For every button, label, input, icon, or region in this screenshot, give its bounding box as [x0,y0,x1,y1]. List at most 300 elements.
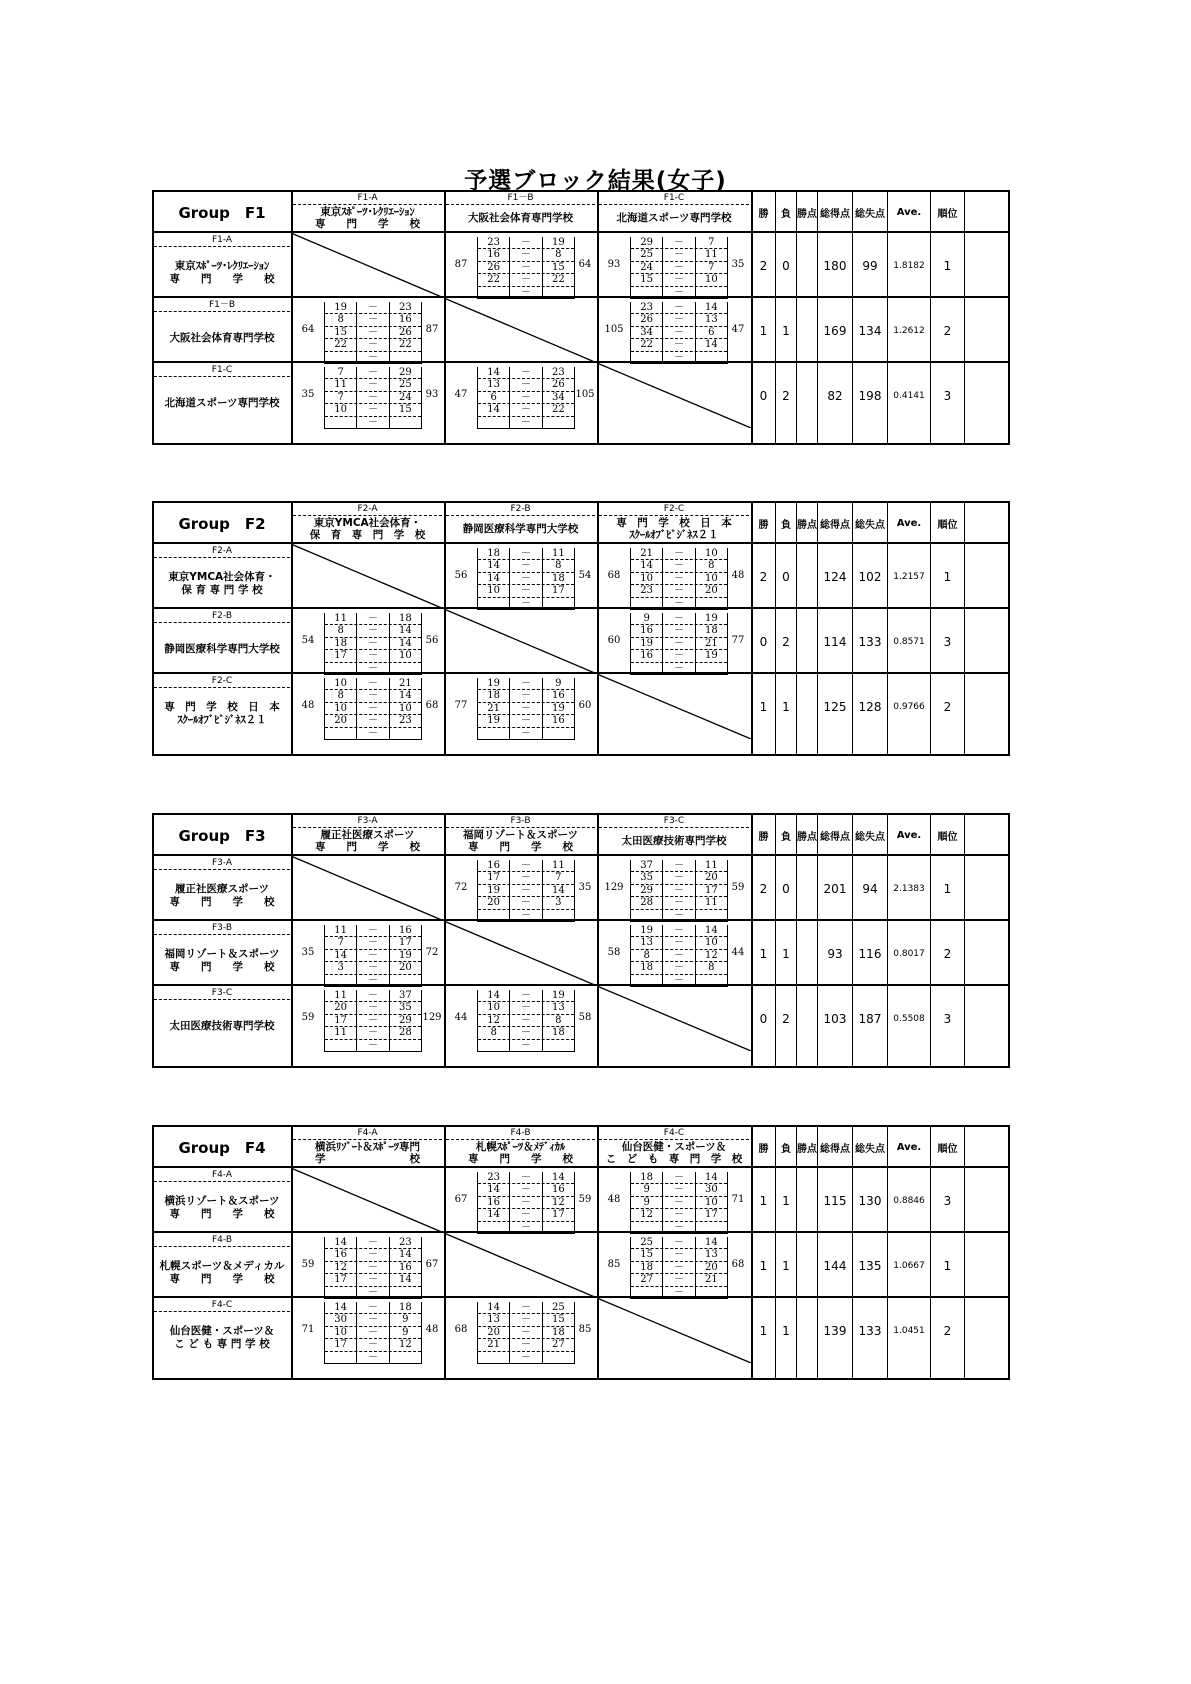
set-dash: － [509,237,542,248]
stat-header: 総失点 [855,831,885,843]
stat-value: 0 [759,1012,768,1026]
stat-value: 1.2157 [893,572,925,582]
stat-header: 勝点 [797,1143,817,1155]
set-score-right: 11 [704,249,718,261]
diagonal-line [444,609,597,674]
stat-value: 1 [782,1194,790,1208]
stat-value: 103 [823,1012,847,1026]
set-row [478,860,574,872]
set-row [325,327,421,339]
match-total-left: 59 [301,1259,315,1270]
stat-value: 1 [759,700,768,714]
set-score-right: 29 [398,1014,412,1026]
stat-value: 0 [759,389,768,403]
set-score-left [478,287,509,298]
set-dash: － [662,962,695,973]
match-total-right: 35 [578,882,592,893]
set-score-left: 22 [487,274,501,286]
set-dash: － [662,663,695,674]
set-dash: － [509,1314,542,1325]
set-row [631,885,727,897]
row-team-code: F2-B [154,610,290,623]
set-row [325,1015,421,1027]
set-score-left [631,1287,662,1298]
group-name: Group F2 [178,514,266,533]
set-score-right: 14 [551,884,565,896]
set-row [478,1197,574,1209]
match-total-right: 47 [731,324,745,335]
column-divider [964,503,965,754]
set-score-left: 19 [487,678,501,689]
set-dash: － [356,339,389,350]
set-score-left [325,417,356,428]
set-dash: － [662,339,695,350]
row-team-school: 札幌スポーツ＆メディカル 専 門 学 校 [159,1260,285,1285]
stat-value: 3 [943,1194,952,1208]
set-row [325,962,421,974]
set-row [631,548,727,560]
set-score-left: 28 [640,897,654,909]
set-score-left: 20 [334,715,348,727]
stat-header: 負 [781,831,791,843]
set-score-right [390,975,421,986]
set-score-right: 22 [551,274,565,286]
stat-value [797,672,817,742]
set-dash: － [662,638,695,649]
set-score-right: 15 [551,261,565,273]
set-row [631,302,727,314]
set-dash: － [509,1027,542,1038]
set-score-right: 14 [398,1274,412,1286]
stat-value: 2 [943,947,952,961]
set-dash: － [356,327,389,338]
stat-value: 0 [759,635,768,649]
stat-header: Ave. [896,206,922,218]
set-score-left: 10 [334,404,348,416]
stat-value [797,919,817,989]
set-score-right [696,663,727,674]
set-score-right: 10 [704,1196,718,1208]
set-score-left: 13 [487,379,501,391]
column-team-code: F1-C [599,192,749,205]
row-team-school: 北海道スポーツ専門学校 [164,396,280,409]
stat-header: 負 [781,519,791,531]
column-divider [964,1127,965,1378]
set-score-right: 10 [704,937,718,949]
set-dash: － [662,1287,695,1298]
match-total-right: 67 [425,1259,439,1270]
set-score-left: 17 [334,1014,348,1026]
set-scores [477,860,575,922]
set-score-left: 10 [487,585,501,597]
diagonal-line [444,298,597,363]
set-scores [324,1237,422,1299]
set-row [631,860,727,872]
set-score-right: 16 [398,314,412,326]
set-score-right [390,352,421,363]
match-total-right: 105 [575,389,595,400]
set-dash: － [509,1222,542,1233]
set-dash: － [356,663,389,674]
set-score-left: 23 [487,237,501,248]
set-dash: － [356,1287,389,1298]
set-score-left: 17 [334,1274,348,1286]
stat-value: 2.1383 [893,884,925,894]
row-team-school: 専 門 学 校 日 本 ｽｸｰﾙｵﾌﾞﾋﾞｼﾞﾈｽ２１ [164,701,280,726]
set-score-right: 14 [398,637,412,649]
set-row [325,715,421,727]
set-row [478,274,574,286]
set-dash: － [509,1302,542,1313]
set-score-right: 19 [551,702,565,714]
set-row [631,560,727,572]
set-score-right: 16 [551,715,565,727]
set-dash: － [356,417,389,428]
column-team-code: F2-A [293,503,442,516]
match-total-right: 48 [425,1324,439,1335]
set-score-right: 16 [551,690,565,702]
set-dash: － [662,237,695,248]
set-score-right: 17 [398,937,412,949]
set-score-left: 15 [640,1249,654,1261]
set-score-right: 21 [398,678,412,689]
stat-header: 総得点 [820,519,850,531]
set-row [631,962,727,974]
set-dash: － [509,715,542,726]
stat-value: 1 [943,570,952,584]
set-score-right: 19 [551,237,565,248]
row-team-code: F2-A [154,545,290,558]
set-score-right: 14 [704,925,718,936]
row-team-school: 大阪社会体育専門学校 [169,331,275,344]
set-row [325,1352,421,1364]
set-score-left: 22 [640,339,654,351]
set-dash: － [509,910,542,921]
match-total-right: 35 [731,259,745,270]
set-dash: － [662,314,695,325]
set-score-right: 16 [398,925,412,936]
set-dash: － [356,1352,389,1363]
set-score-right: 16 [551,1184,565,1196]
column-team-code: F2-B [446,503,595,516]
set-row [631,638,727,650]
set-row [325,1327,421,1339]
set-row [478,367,574,379]
set-score-left: 20 [487,1326,501,1338]
diagonal-self-cell [291,233,444,298]
set-dash: － [662,950,695,961]
stat-value: 1 [782,947,790,961]
stat-value: 0.9766 [893,702,925,712]
stat-value: 3 [943,1012,952,1026]
diagonal-line [291,544,444,609]
diagonal-self-cell [597,674,751,739]
set-row [631,1197,727,1209]
set-score-right [543,910,574,921]
match-cell [444,986,597,1056]
set-score-right: 14 [398,625,412,637]
set-row [478,392,574,404]
set-dash: － [509,249,542,260]
set-score-left: 7 [337,367,344,378]
match-cell [291,609,444,679]
set-dash: － [509,417,542,428]
match-total-left: 47 [454,389,468,400]
set-row [478,1314,574,1326]
set-score-left: 10 [487,1002,501,1014]
match-cell [291,921,444,991]
set-score-left: 10 [334,702,348,714]
set-dash: － [356,715,389,726]
set-score-left: 21 [640,548,654,559]
set-scores [324,990,422,1052]
set-score-right: 9 [402,1326,409,1338]
set-row [631,897,727,909]
set-score-right: 25 [551,1302,565,1313]
set-dash: － [662,327,695,338]
set-row [631,262,727,274]
set-score-right: 12 [551,1196,565,1208]
set-score-left: 23 [487,1172,501,1183]
set-row [325,690,421,702]
row-team-code: F4-B [154,1234,290,1247]
stat-value [797,231,817,301]
column-team-school: 静岡医療科学専門大学校 [462,523,579,535]
set-row [478,573,574,585]
set-score-left: 21 [487,1339,501,1351]
set-score-left: 25 [640,249,654,261]
set-score-left [631,287,662,298]
set-dash: － [662,613,695,624]
stat-value: 2 [782,389,790,403]
set-score-left [478,417,509,428]
set-score-right: 9 [402,1314,409,1326]
set-dash: － [662,925,695,936]
set-score-right: 23 [398,715,412,727]
set-score-left: 6 [490,391,497,403]
set-dash: － [356,678,389,689]
stat-value [797,1296,817,1366]
set-row [325,1002,421,1014]
stat-value: 1 [759,1194,768,1208]
set-dash: － [509,404,542,415]
set-row [478,417,574,429]
set-scores [477,990,575,1052]
set-score-left: 18 [640,962,654,974]
match-total-right: 59 [731,882,745,893]
set-score-right: 17 [704,884,718,896]
set-row [325,339,421,351]
set-dash: － [662,885,695,896]
set-dash: － [509,1172,542,1183]
set-dash: － [509,598,542,609]
set-row [325,613,421,625]
set-dash: － [356,962,389,973]
column-team-school: 東京YMCA社会体育・ 保 育 専 門 学 校 [309,517,426,541]
set-dash: － [662,585,695,596]
stat-header: 総失点 [855,1143,885,1155]
match-total-left: 35 [301,947,315,958]
set-score-right: 7 [708,237,715,248]
set-dash: － [356,314,389,325]
set-row [478,262,574,274]
set-dash: － [662,1209,695,1220]
match-cell [597,1233,751,1303]
set-dash: － [356,302,389,313]
set-score-left: 16 [487,1196,501,1208]
column-team-school: 横浜ﾘｿﾞｰﾄ＆ｽﾎﾟｰﾂ専門 学 校 [315,1141,420,1165]
set-row [631,314,727,326]
set-dash: － [356,638,389,649]
stat-value: 0 [782,259,790,273]
match-total-left: 72 [454,882,468,893]
group-name: Group F4 [178,1138,266,1157]
set-score-right: 7 [555,872,562,884]
set-score-left: 19 [640,637,654,649]
set-scores [630,302,728,364]
set-score-left: 14 [487,990,501,1001]
set-dash: － [356,1002,389,1013]
stat-header: Ave. [896,829,922,841]
set-dash: － [662,262,695,273]
set-row [478,237,574,249]
set-score-left [478,1222,509,1233]
set-score-right: 18 [704,625,718,637]
set-scores [630,1172,728,1234]
set-dash: － [509,1015,542,1026]
set-score-right: 8 [708,962,715,974]
set-dash: － [356,1027,389,1038]
stat-value: 116 [858,947,882,961]
group-name: Group F1 [178,203,266,222]
match-cell [597,1168,751,1238]
match-total-right: 64 [578,259,592,270]
set-score-right: 19 [704,613,718,624]
stat-value: 0.4141 [893,391,925,401]
set-row [478,548,574,560]
stat-value: 198 [858,389,882,403]
set-score-right [543,287,574,298]
match-total-right: 129 [422,1012,442,1023]
stat-value: 1 [782,324,790,338]
set-dash: － [662,1197,695,1208]
match-total-right: 60 [578,700,592,711]
stat-header: 総得点 [820,1143,850,1155]
stat-header: 順位 [937,1143,958,1155]
set-score-left: 9 [643,1184,650,1196]
set-row [631,1209,727,1221]
set-score-left [631,598,662,609]
set-score-left: 20 [487,897,501,909]
set-score-left: 20 [334,1002,348,1014]
stat-value [797,542,817,612]
row-team-code: F4-C [154,1299,290,1312]
set-row [478,1302,574,1314]
set-row [478,1002,574,1014]
set-score-right: 11 [704,860,718,871]
stat-value: 2 [759,882,768,896]
set-dash: － [662,1172,695,1183]
row-team-school: 仙台医健・スポーツ＆ こ ど も 専 門 学 校 [169,1325,275,1350]
match-cell [597,298,751,368]
row-team-school: 東京ｽﾎﾟｰﾂ･ﾚｸﾘｴｰｼｮﾝ 専 門 学 校 [169,260,275,285]
diagonal-line [597,363,751,428]
set-score-left: 17 [334,1339,348,1351]
set-score-left: 26 [487,261,501,273]
set-score-left: 18 [640,1261,654,1273]
table-frame [152,501,1010,756]
set-score-left: 29 [640,237,654,248]
row-team-school: 東京YMCA社会体育・ 保 育 専 門 学 校 [168,571,276,596]
set-score-right: 7 [708,261,715,273]
diagonal-line [291,233,444,298]
column-team-school: 北海道スポーツ専門学校 [616,212,732,224]
set-dash: － [509,1002,542,1013]
stat-value: 3 [943,635,952,649]
row-team-code: F3-A [154,857,290,870]
set-score-right [696,910,727,921]
diagonal-line [291,1168,444,1233]
set-row [325,367,421,379]
set-scores [630,860,728,922]
set-scores [324,1302,422,1364]
column-team-code: F4-C [599,1127,749,1140]
set-score-right: 8 [555,249,562,261]
stat-value: 201 [823,882,847,896]
set-score-right: 15 [398,404,412,416]
diagonal-self-cell [291,856,444,921]
set-row [325,1237,421,1249]
set-score-right [390,663,421,674]
set-score-left: 16 [487,249,501,261]
set-score-left: 10 [334,1326,348,1338]
stat-header: Ave. [896,1141,922,1153]
set-score-left: 27 [640,1274,654,1286]
set-score-left: 8 [337,690,344,702]
match-total-left: 48 [301,700,315,711]
set-score-left: 19 [487,715,501,727]
set-score-left: 11 [334,990,348,1001]
set-score-left: 9 [643,613,650,624]
stat-value: 187 [858,1012,882,1026]
stat-value: 124 [823,570,847,584]
set-score-right: 11 [551,548,565,559]
diagonal-self-cell [444,1233,597,1298]
row-team-school: 履正社医療スポーツ 専 門 学 校 [169,883,275,908]
set-score-left: 37 [640,860,654,871]
diagonal-self-cell [291,544,444,609]
set-dash: － [662,548,695,559]
set-score-left: 7 [337,391,344,403]
stat-header: 順位 [937,519,958,531]
diagonal-line [597,674,751,739]
set-row [325,1302,421,1314]
set-row [478,728,574,740]
set-dash: － [662,573,695,584]
set-dash: － [662,274,695,285]
set-dash: － [356,1339,389,1350]
set-row [631,1274,727,1286]
stat-header: 負 [781,208,791,220]
set-score-right [390,1352,421,1363]
stat-value: 1.2612 [893,326,925,336]
set-score-right: 10 [704,572,718,584]
set-score-right [390,1040,421,1051]
set-score-left: 18 [640,1172,654,1183]
stat-value: 144 [823,1259,847,1273]
set-dash: － [356,1249,389,1260]
match-total-right: 77 [731,635,745,646]
